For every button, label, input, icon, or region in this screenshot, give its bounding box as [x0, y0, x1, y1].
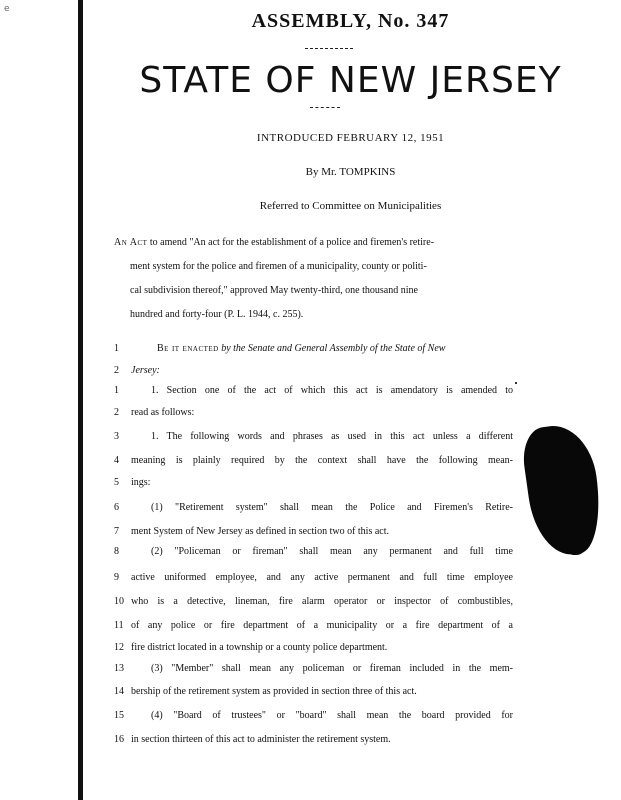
- bill-line: [0, 407, 621, 427]
- line-text: (4) "Board of trustees" or "board" shall mean the board provided for: [151, 710, 513, 721]
- bill-line: [0, 663, 621, 683]
- bill-line: [0, 596, 621, 616]
- line-number: 4: [114, 455, 119, 466]
- line-number: 14: [114, 686, 124, 697]
- enacting-lead: Be it enacted: [157, 343, 219, 354]
- line-number: 3: [114, 431, 119, 442]
- line-number: 7: [114, 526, 119, 537]
- introduced-date: INTRODUCED FEBRUARY 12, 1951: [256, 132, 445, 144]
- sponsor-line: By Mr. TOMPKINS: [305, 166, 396, 178]
- bill-line: [0, 502, 621, 522]
- bill-line: [0, 526, 621, 546]
- act-title-line: ment system for the police and firemen of a municipality, county or politi-: [130, 261, 427, 272]
- enacting-clause-line: [0, 343, 621, 363]
- line-number: 9: [114, 572, 119, 583]
- line-text: active uniformed employee, and any active permanent and full time employee: [131, 572, 513, 583]
- line-text: 1. Section one of the act of which this act is amendatory is amended to: [151, 385, 513, 396]
- line-number: 2: [114, 407, 119, 418]
- enacting-clause-line: [0, 365, 621, 385]
- state-heading: STATE OF NEW JERSEY: [139, 60, 562, 101]
- line-text: (2) "Policeman or fireman" shall mean any permanent and full time: [151, 546, 513, 557]
- line-number: 2: [114, 365, 119, 376]
- act-title-line: cal subdivision thereof," approved May twenty-third, one thousand nine: [130, 285, 418, 296]
- act-title-lead: An Act: [114, 237, 148, 248]
- enacting-text: by the Senate and General Assembly of the State of New: [221, 343, 446, 354]
- line-text: who is a detective, lineman, fire alarm operator or inspector of combustibles,: [131, 596, 513, 607]
- line-number: 8: [114, 546, 119, 557]
- line-number: 10: [114, 596, 124, 607]
- scan-speck: [515, 382, 517, 384]
- line-number: 16: [114, 734, 124, 745]
- divider: [310, 107, 340, 109]
- bill-number: ASSEMBLY, No. 347: [251, 10, 450, 32]
- line-text: of any police or fire department of a municipality or a fire department of a: [131, 620, 513, 631]
- bill-line: [0, 385, 621, 405]
- line-number: 12: [114, 642, 124, 653]
- line-text: ings:: [131, 477, 151, 488]
- line-number: 6: [114, 502, 119, 513]
- line-text: bership of the retirement system as provided in section three of this act.: [131, 686, 417, 697]
- divider: [305, 48, 353, 50]
- line-number: 13: [114, 663, 124, 674]
- line-number: 1: [114, 385, 119, 396]
- act-title: [114, 231, 512, 327]
- line-text: in section thirteen of this act to administer the retirement system.: [131, 734, 391, 745]
- line-text: meaning is plainly required by the context shall have the following mean-: [131, 455, 513, 466]
- bill-line: [0, 572, 621, 592]
- bill-line: [0, 620, 621, 640]
- act-title-line: to amend "An act for the establishment of a police and firemen's retire-: [147, 237, 435, 248]
- line-number: 1: [114, 343, 119, 354]
- line-number: 11: [114, 620, 124, 631]
- line-text: ment System of New Jersey as defined in section two of this act.: [131, 526, 389, 537]
- bill-line: [0, 734, 621, 754]
- line-text: fire district located in a township or a county police department.: [131, 642, 388, 653]
- bill-line: [0, 686, 621, 706]
- line-text: 1. The following words and phrases as used in this act unless a different: [151, 431, 513, 442]
- line-number: 15: [114, 710, 124, 721]
- line-text: (1) "Retirement system" shall mean the Police and Firemen's Retire-: [151, 502, 513, 513]
- enacting-text: Jersey:: [131, 365, 160, 376]
- line-text: read as follows:: [131, 407, 195, 418]
- line-text: (3) "Member" shall mean any policeman or fireman included in the mem-: [151, 663, 513, 674]
- bill-line: [0, 642, 621, 662]
- act-title-line: hundred and forty-four (P. L. 1944, c. 255).: [130, 309, 304, 320]
- committee-referral: Referred to Committee on Municipalities: [259, 200, 442, 212]
- bill-line: [0, 546, 621, 566]
- bill-line: [0, 710, 621, 730]
- scan-edge-mark: e: [4, 4, 10, 14]
- line-number: 5: [114, 477, 119, 488]
